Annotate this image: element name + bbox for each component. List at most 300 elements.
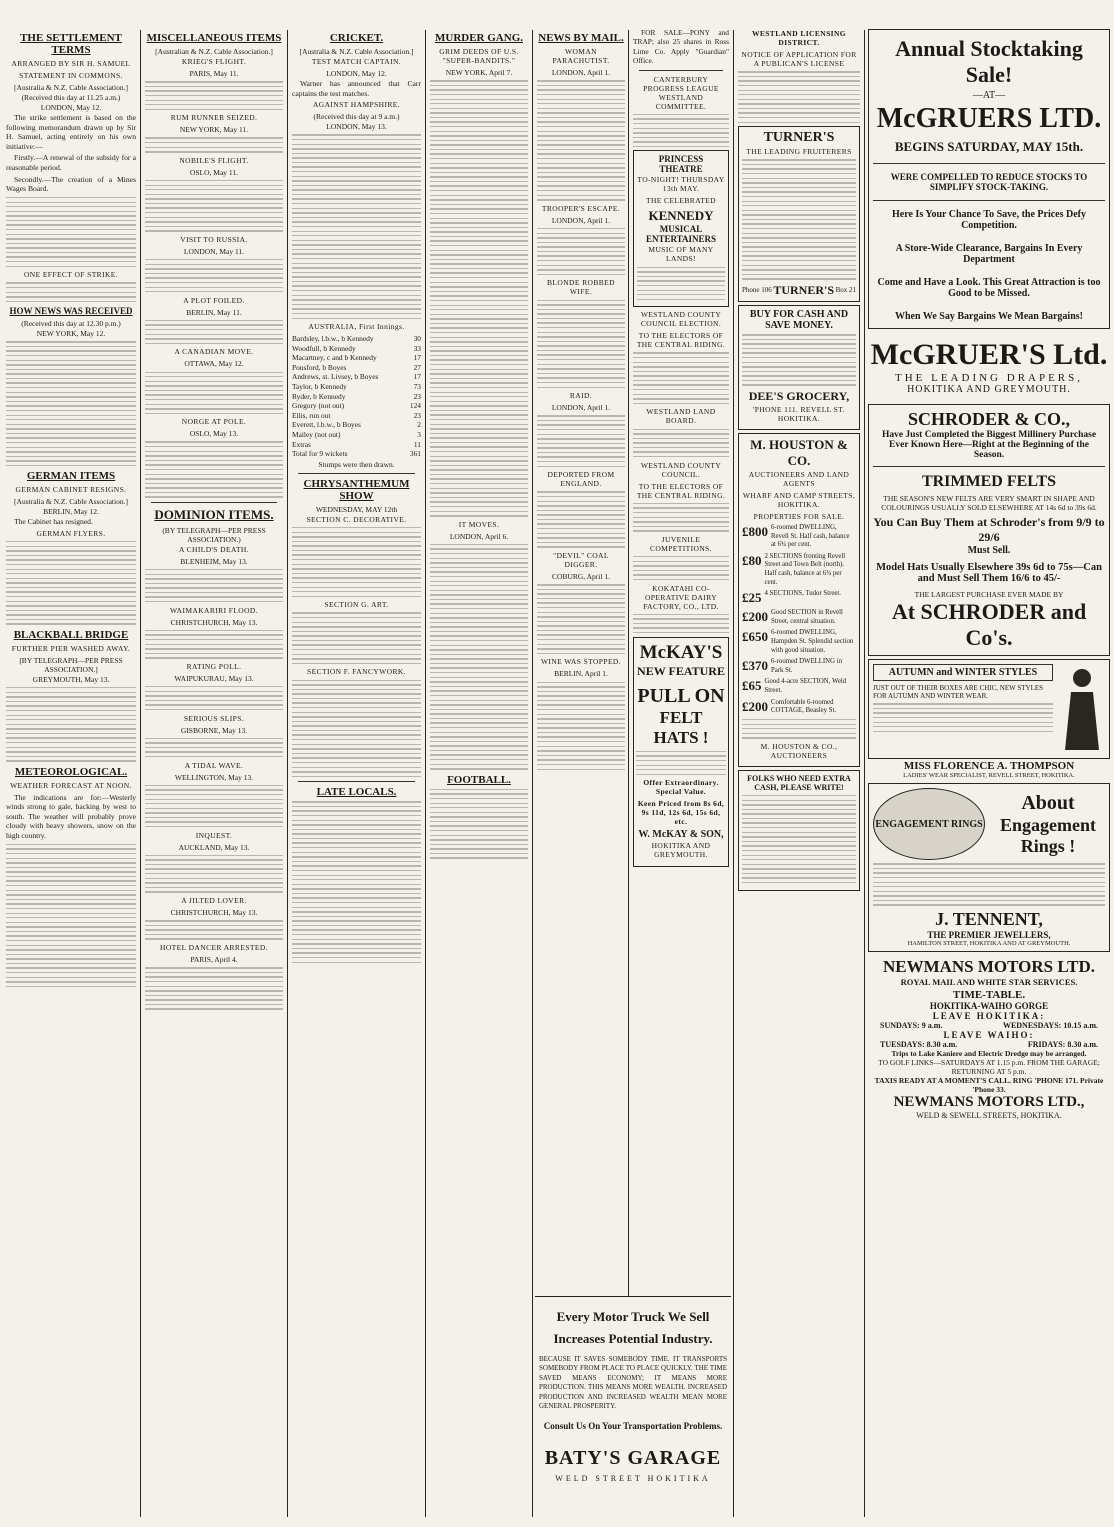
text-block [6,197,136,267]
batsman: Everett, l.b.w., b Boyes [292,420,361,430]
turner-phone: Phone 106 [742,286,772,295]
text-block [633,114,729,147]
headline-news: HOW NEWS WAS RECEIVED [9,306,133,317]
largest-purchase: THE LARGEST PURCHASE EVER MADE BY [914,590,1064,599]
source: (BY TELEGRAPH—PER PRESS ASSOCIATION.) [162,525,266,544]
truck-subheadline: Increases Potential Industry. [553,1331,713,1346]
runs: 11 [413,439,421,449]
dateline: GREYMOUTH, May 13. [32,674,110,684]
subhead: NOTICE OF APPLICATION FOR A PUBLICAN'S LICENSE [741,50,857,68]
score-row [292,344,421,354]
text-block [145,785,283,828]
schroder-paragraph: Have Just Completed the Biggest Millinery Purchase Ever Known Here—Right at the Beginning of the Season. [881,430,1097,460]
dateline: WAIPUKURAU, May 13. [174,673,254,683]
dees-name: DEE'S GROCERY, [748,389,850,404]
lady-figure-icon [1059,664,1105,754]
stocktake-clearance: A Store-Wide Clearance, Bargains In Every Department [895,243,1083,265]
turner-box: Box 21 [835,286,856,295]
column-3 [292,28,421,1521]
paragraph: Firstly.—A renewal of the subsidy for a reasonable period. [6,153,136,172]
mcgruer-location: HOKITIKA AND GREYMOUTH. [907,384,1071,395]
turner-sub: THE LEADING FRUITERERS [746,147,852,157]
dateline: WEDNESDAY, MAY 12th [315,504,398,514]
paragraph: Warner has announced that Carr captains the test matches. [292,79,421,98]
subhead: RUM RUNNER SEIZED. [170,113,258,123]
sundays: SUNDAYS: 9 a.m. [880,1020,943,1030]
headline-chrysanthemum: CHRYSANTHEMUM SHOW [303,477,410,502]
text-block [292,801,421,963]
dateline: CHRISTCHURCH, May 13. [170,907,258,917]
text-block [145,180,283,232]
headline-news-by-mail: NEWS BY MAIL. [538,32,624,44]
dateline: LONDON, May 11. [183,246,245,256]
runs: 17 [413,353,421,363]
text-block [430,544,528,770]
property-list [742,524,856,716]
dateline: BERLIN, May 12. [43,507,99,517]
thompson-name-block [868,760,1110,779]
score-row [292,334,421,344]
newmans-timetable: TIME-TABLE. [952,988,1026,1001]
stocktake-compelled: WERE COMPELLED TO REDUCE STOCKS TO SIMPLIFY STOCK-TAKING. [890,172,1088,192]
dateline: CHRISTCHURCH, May 13. [170,617,258,627]
subhead: SERIOUS SLIPS. [183,713,245,723]
trimmed-must-sell: Must Sell. [967,545,1011,556]
dateline: NEW YORK, May 11. [179,125,249,135]
kennedy-music: MUSIC OF MANY LANDS! [648,245,714,264]
headline-late-locals: LATE LOCALS. [316,786,397,799]
runs: 23 [413,391,421,401]
score-row [292,392,421,402]
text-block [873,703,1053,732]
divider [298,473,415,474]
score-row [292,353,421,363]
received: (Received this day at 12.30 p.m.) [21,319,121,329]
subhead: INQUEST. [195,830,233,840]
turner-footer [742,283,856,298]
tennent-name: J. TENNENT, [935,908,1043,929]
dateline: PARIS, April 4. [190,955,238,965]
schroder-ad [868,404,1110,656]
property-price: £800 [742,524,768,540]
text-block [145,569,283,602]
batsman: Mailey (not out) [292,430,341,440]
divider [639,70,723,71]
property-item [742,699,856,716]
headline-blackball: BLACKBALL BRIDGE [13,628,129,641]
divider [298,781,415,782]
subhead: WOMAN PARACHUTIST. [552,47,610,65]
subhead: JUVENILE COMPETITIONS. [649,534,713,553]
property-description: Good SECTION in Revell Street, central situation. [771,609,843,625]
stocktake-chance: Here Is Your Chance To Save, the Prices Defy Competition. [892,209,1086,231]
kennedy-intro: THE CELEBRATED [646,196,716,206]
tennent-ad [868,783,1110,952]
dateline: LONDON, April 1. [551,215,611,225]
subhead: GERMAN FLYERS. [36,528,106,538]
theatre-date: TO-NIGHT! THURSDAY 13th MAY. [637,175,725,194]
text-block [145,855,283,893]
headline-dominion: DOMINION ITEMS. [154,506,274,522]
baty-address: WELD STREET HOKITIKA [555,1474,711,1484]
column-7 [738,28,860,1521]
dateline: LONDON, April 1. [551,403,611,413]
stocktake-headline: Annual Stocktaking Sale! [895,36,1083,87]
column-6 [633,28,729,1291]
text-block [292,134,421,319]
houston-footer: M. HOUSTON & CO., AUCTIONEERS [760,741,838,760]
dateline: OTTAWA, May 12. [184,359,244,369]
column-1 [6,28,136,1521]
property-item [742,553,856,587]
subhead: AGAINST HAMPSHIRE. [312,100,401,110]
stocktake-bargains: When We Say Bargains We Mean Bargains! [895,311,1083,322]
kennedy-name: KENNEDY [648,208,714,224]
text-block [537,80,625,200]
subhead: A CANADIAN MOVE. [174,347,254,357]
batsman: Bardsley, l.b.w., b Kennedy [292,334,374,344]
leave-hokitika: LEAVE HOKITIKA: [932,1010,1046,1021]
score-row [292,420,421,430]
score-total [292,449,421,459]
stocktake-at: —AT— [972,90,1006,101]
property-price: £80 [742,552,762,568]
subhead: A CHILD'S DEATH. [178,544,250,554]
dateline: GISBORNE, May 13. [180,725,248,735]
property-description: 2 SECTIONS fronting Revell Street and Town Belt (north). Half cash, balance at 6¾ per cent. [764,552,846,586]
batsman: Woodfull, b Kennedy [292,343,356,353]
headline-cricket: CRICKET. [329,32,384,44]
headline-murder-gang: MURDER GANG. [435,32,523,44]
text-block [145,372,283,415]
property-description: Good 4-acre SECTION, Weld Street. [764,678,847,694]
subhead: WEATHER FORECAST AT NOON. [10,780,132,790]
text-block [637,267,725,300]
text-block [742,719,856,739]
column-2 [145,28,283,1521]
text-block [633,352,729,404]
text-block [145,686,283,710]
scorecard [292,334,421,459]
property-item [742,658,856,675]
dateline: LONDON, April 6. [449,531,509,541]
property-item [742,524,856,550]
kennedy-musical: MUSICAL ENTERTAINERS [645,224,717,245]
mckay-son: W. McKAY & SON, [638,829,724,841]
text-block [430,80,528,516]
truck-paragraph: BECAUSE IT SAVES SOMEBODY TIME. IT TRANSPORTS SOMEBODY FROM PLACE TO PLACE QUICKLY. THE TIME SAVED MEANS ECONOMY; IT MEANS MORE PRODUCTION. THIS MEANS MORE WEALTH. INCREASED PRODUCTION AND INCREASED WEALTH MEAN MORE GENERAL PROSPERITY. [539,1355,727,1411]
dateline: COBURG, April 1. [552,571,610,581]
truck-headline: Every Motor Truck We Sell [556,1309,710,1324]
subhead: RATING POLL. [186,661,242,671]
runs: 124 [409,401,421,411]
mckay-felt-hats: FELT HATS ! [653,707,709,747]
text-block [633,503,729,532]
tuesdays: TUESDAYS: 8.30 a.m. [880,1039,958,1049]
source: [Australia & N.Z. Cable Association.] [299,47,414,56]
source: [Australia & N.Z. Cable Association.] [14,497,128,507]
text-block [636,751,726,775]
score-row [292,440,421,450]
property-description: 6-roomed DWELLING, Revell St. Half cash, balance at 6¾ per cent. [771,524,850,549]
newmans-trips: Trips to Lake Kaniere and Electric Dredge may be arranged. [891,1048,1087,1058]
thompson-sub: LADIES' WEAR SPECIALIST, REVELL STREET, HOKITIKA. [903,772,1075,779]
houston-properties-head: PROPERTIES FOR SALE. [753,512,845,522]
subhead: GERMAN CABINET RESIGNS. [15,485,127,495]
subhead: NORGE AT POLE. [181,417,247,427]
mcgruer-drapers: THE LEADING DRAPERS, [894,372,1084,384]
property-item [742,678,856,695]
mckay-offer: Offer Extraordinary. Special Value. [643,778,719,797]
text-block [6,687,136,762]
text-block [6,282,136,302]
text-block [145,920,283,940]
folks-ad [738,770,860,891]
text-block [537,584,625,654]
subhead: A TIDAL WAVE. [184,760,244,770]
text-block [537,228,625,275]
text-block [742,795,856,883]
column-5 [537,28,625,1291]
model-hats: Model Hats Usually Elsewhere 39s 6d to 75s—Can and Must Sell Them 16/6 to 45/- [876,562,1102,584]
houston-sub: AUCTIONEERS AND LAND AGENTS [748,470,850,489]
trimmed-paragraph: THE SEASON'S NEW FELTS ARE VERY SMART IN SHAPE AND COLOURINGS USUALLY SOLD ELSEWHERE AT 14s 6d to 39s 6d. [881,494,1097,512]
subhead: SECTION G. ART. [324,600,389,610]
text-block [145,259,283,292]
trimmed-headline: TRIMMED FELTS [921,473,1057,490]
baty-name: BATY'S GARAGE [544,1447,722,1470]
tennent-sub: THE PREMIER JEWELLERS, [927,929,1051,940]
subhead: TO THE ELECTORS OF THE CENTRAL RIDING. [636,331,726,350]
mcgruer-name: McGRUER'S Ltd. [870,338,1108,371]
headline-meteorological: METEOROLOGICAL. [14,765,128,778]
folks-headline: FOLKS WHO NEED EXTRA CASH, PLEASE WRITE! [747,773,851,792]
property-item [742,590,856,606]
source: [Australia & N.Z. Cable Association.] [14,83,128,92]
received: (Received this day at 9 a.m.) [313,112,400,122]
runs: 361 [409,449,421,459]
batsman: Macartney, c and b Kennedy [292,353,377,363]
runs: 27 [413,362,421,372]
property-description: 6-roomed DWELLING, Hampden St. Splendid section with good situation. [771,629,854,654]
autumn-headline: AUTUMN and WINTER STYLES [873,664,1053,681]
text-block [537,491,625,547]
paragraph: The Cabinet has resigned. [14,517,93,527]
text-block [6,341,136,466]
score-row [292,411,421,421]
batsman: Andrews, st. Livsey, b Boyes [292,372,379,382]
score-row [292,401,421,411]
text-block [742,159,856,279]
stocktake-begins: BEGINS SATURDAY, MAY 15th. [894,139,1084,154]
subhead: IT MOVES. [458,519,500,529]
dateline: LONDON, May 12. [40,103,102,112]
score-row [292,382,421,392]
runs: 17 [413,372,421,382]
batsman: Gregory (not out) [292,401,345,411]
byline: ARRANGED BY SIR H. SAMUEL [11,59,131,68]
dateline: LONDON, May 13. [326,122,387,132]
paragraph: The strike settlement is based on the following memorandum drawn up by Sir H. Samuel, acting entirely on his own initiative:— [6,113,136,151]
text-block [145,81,283,110]
newmans-name-footer: NEWMANS MOTORS LTD., [893,1093,1085,1110]
dateline: WELLINGTON, May 13. [174,772,254,782]
subhead: WINE WAS STOPPED. [540,657,622,667]
runs: 3 [417,430,421,440]
newmans-golf: TO GOLF LINKS—SATURDAYS AT 1.15 p.m. FROM THE GARAGE; RETURNING AT 5 p.m. [878,1057,1100,1076]
text-block [145,967,283,1010]
source: [BY TELEGRAPH—PER PRESS ASSOCIATION.] [19,655,123,674]
thompson-name: MISS FLORENCE A. THOMPSON [903,760,1075,772]
subhead: DEPORTED FROM ENGLAND. [547,470,615,489]
newmans-royal: ROYAL MAIL AND WHITE STAR SERVICES. [900,976,1078,987]
text-block [430,789,528,859]
text-block [145,320,283,344]
houston-name: M. HOUSTON & CO. [750,437,848,469]
subhead: WESTLAND COUNTY COUNCIL. [640,460,722,479]
text-block [6,844,136,987]
mcgruers-ad [868,29,1110,329]
property-description: Comfortable 6-roomed COTTAGE, Beasley St. [771,698,837,715]
dateline: NEW YORK, April 7. [445,68,513,77]
newmans-ad [868,955,1110,1122]
dateline: PARIS, May 11. [189,69,239,78]
classified-ad: FOR SALE—PONY and TRAP; also 25 shares in Ross Lime Co. Apply "Guardian" Office. [633,28,729,66]
subhead: TEST MATCH CAPTAIN. [311,57,402,66]
engagement-ring-icon: ENGAGEMENT RINGS [873,788,985,860]
text-block [633,556,729,580]
kennedy-ad [633,150,729,307]
text-block [6,541,136,625]
mcgruer-drapers-ad [868,332,1110,401]
score-row [292,372,421,382]
subhead: A JILTED LOVER. [181,895,247,905]
subhead-effect: ONE EFFECT OF STRIKE. [23,270,119,280]
property-price: £65 [742,678,762,694]
paragraph: The indications are for:—Westerly winds strong to gale, backing by west to south. The weather will probably prove cloudy with heavy showers, snow on the high country. [6,792,136,841]
mckay-prices: Keen Priced from 8s 6d, 9s 11d, 12s 6d, 15s 6d, etc. [637,799,725,827]
text-block [145,630,283,659]
note: Stumps were then drawn. [318,459,395,469]
mckay-ad [633,637,729,868]
divider [151,502,277,503]
text-block [537,682,625,770]
paragraph: Secondly.—The creation of a Mines Wages Board. [6,174,136,194]
newmans-name: NEWMANS MOTORS LTD. [882,956,1096,976]
subhead: WESTLAND LAND BOARD. [646,407,716,426]
dees-ad [738,305,860,430]
dateline: NEW YORK, May 12. [36,329,106,339]
engagement-label: Engagement [1000,814,1096,835]
property-description: 4 SECTIONS, Tudor Street. [764,590,841,598]
dateline: OSLO, May 11. [189,167,239,177]
mcgruers-name: McGRUERS LTD. [876,103,1102,134]
at-schroder: At SCHRODER and Co's. [891,599,1087,650]
subhead: A PLOT FOILED. [183,295,245,305]
subhead: RAID. [569,391,593,401]
text-block [145,738,283,758]
truck-consult: Consult Us On Your Transportation Problems. [543,1421,723,1432]
runs: 73 [413,382,421,392]
text-block [292,680,421,778]
subhead: KOKATAHI CO-OPERATIVE DAIRY FACTORY, CO., LTD. [643,583,719,611]
subhead: HOTEL DANCER ARRESTED. [160,943,268,953]
mckay-location: HOKITIKA AND GREYMOUTH. [651,841,711,860]
runs: 33 [413,343,421,353]
column-8 [868,26,1110,1521]
runs: 30 [413,334,421,344]
text-block [537,300,625,388]
headline-miscellaneous: MISCELLANEOUS ITEMS [146,32,282,44]
source: [Australian & N.Z. Cable Association.] [155,47,273,56]
tennent-address: HAMILTON STREET, HOKITIKA AND AT GREYMOUTH. [907,939,1071,947]
subhead: STATEMENT IN COMMONS. [19,71,123,80]
dateline: LONDON, April 1. [551,68,611,77]
text-block [145,137,283,152]
wednesdays: WEDNESDAYS: 10.15 a.m. [1002,1020,1098,1030]
batsman: Taylor, b Kennedy [292,382,347,392]
mckay-pull-on: PULL ON [637,684,725,707]
batsman: Ryder, b Kennedy [292,391,346,401]
subhead: FURTHER PIER WASHED AWAY. [11,643,131,653]
property-price: £650 [742,629,768,645]
subhead: VISIT TO RUSSIA. [180,234,248,244]
dees-phone: 'PHONE 111. REVELL ST. HOKITIKA. [753,405,845,424]
headline-german: GERMAN ITEMS [26,470,116,483]
stocktake-come: Come and Have a Look. This Great Attraction is too Good to be Missed. [877,277,1101,299]
property-item [742,609,856,626]
subhead: NOBILE'S FLIGHT. [179,155,249,165]
property-price: £25 [742,590,762,606]
trimmed-buy: You Can Buy Them at Schroder's from 9/9 to 29/6 [873,515,1105,544]
text-block [292,527,421,597]
baty-garage-ad [535,1296,731,1518]
received: (Received this day at 11.25 a.m.) [21,93,121,102]
dateline: BLENHEIM, May 13. [180,556,248,566]
turner-name: TURNER'S [763,130,835,146]
newmans-address: WELD & SEWELL STREETS, HOKITIKA. [916,1110,1062,1120]
text-block [738,71,860,123]
property-price: £370 [742,658,768,674]
theatre-name: PRINCESS THEATRE [658,154,704,175]
dateline: LONDON, May 12. [326,69,387,78]
houston-address: WHARF AND CAMP STREETS, HOKITIKA. [742,491,856,510]
batsman: Ponsford, b Boyes [292,362,347,372]
subhead: AUSTRALIA, First Innings. [308,322,405,332]
houston-ad [738,433,860,767]
subhead: TROOPER'S ESCAPE. [541,203,621,213]
turner-ad [738,126,860,302]
dees-headline: BUY FOR CASH AND SAVE MONEY. [749,308,849,331]
text-block [742,334,856,386]
runs: 2 [417,420,421,430]
headline-settlement: THE SETTLEMENT TERMS [20,32,122,56]
headline-football: FOOTBALL. [447,773,511,786]
leave-waiho: LEAVE WAIHO: [943,1029,1035,1040]
subhead: SECTION C. DECORATIVE. [306,514,407,524]
property-item [742,629,856,655]
batsman: Total for 9 wickets [292,449,348,459]
schroder-name: SCHRODER & CO., [907,409,1070,429]
about-label: About [1021,791,1075,814]
text-block [537,415,625,467]
fridays: FRIDAYS: 8.30 a.m. [1027,1039,1098,1049]
property-price: £200 [742,698,768,714]
text-block [633,614,729,634]
dateline: BERLIN, April 1. [554,669,608,679]
newmans-taxis: TAXIS READY AT A MOMENT'S CALL. RING 'PHONE 171. Private 'Phone 33. [874,1075,1104,1094]
subhead: BLONDE ROBBED WIFE. [547,278,615,297]
